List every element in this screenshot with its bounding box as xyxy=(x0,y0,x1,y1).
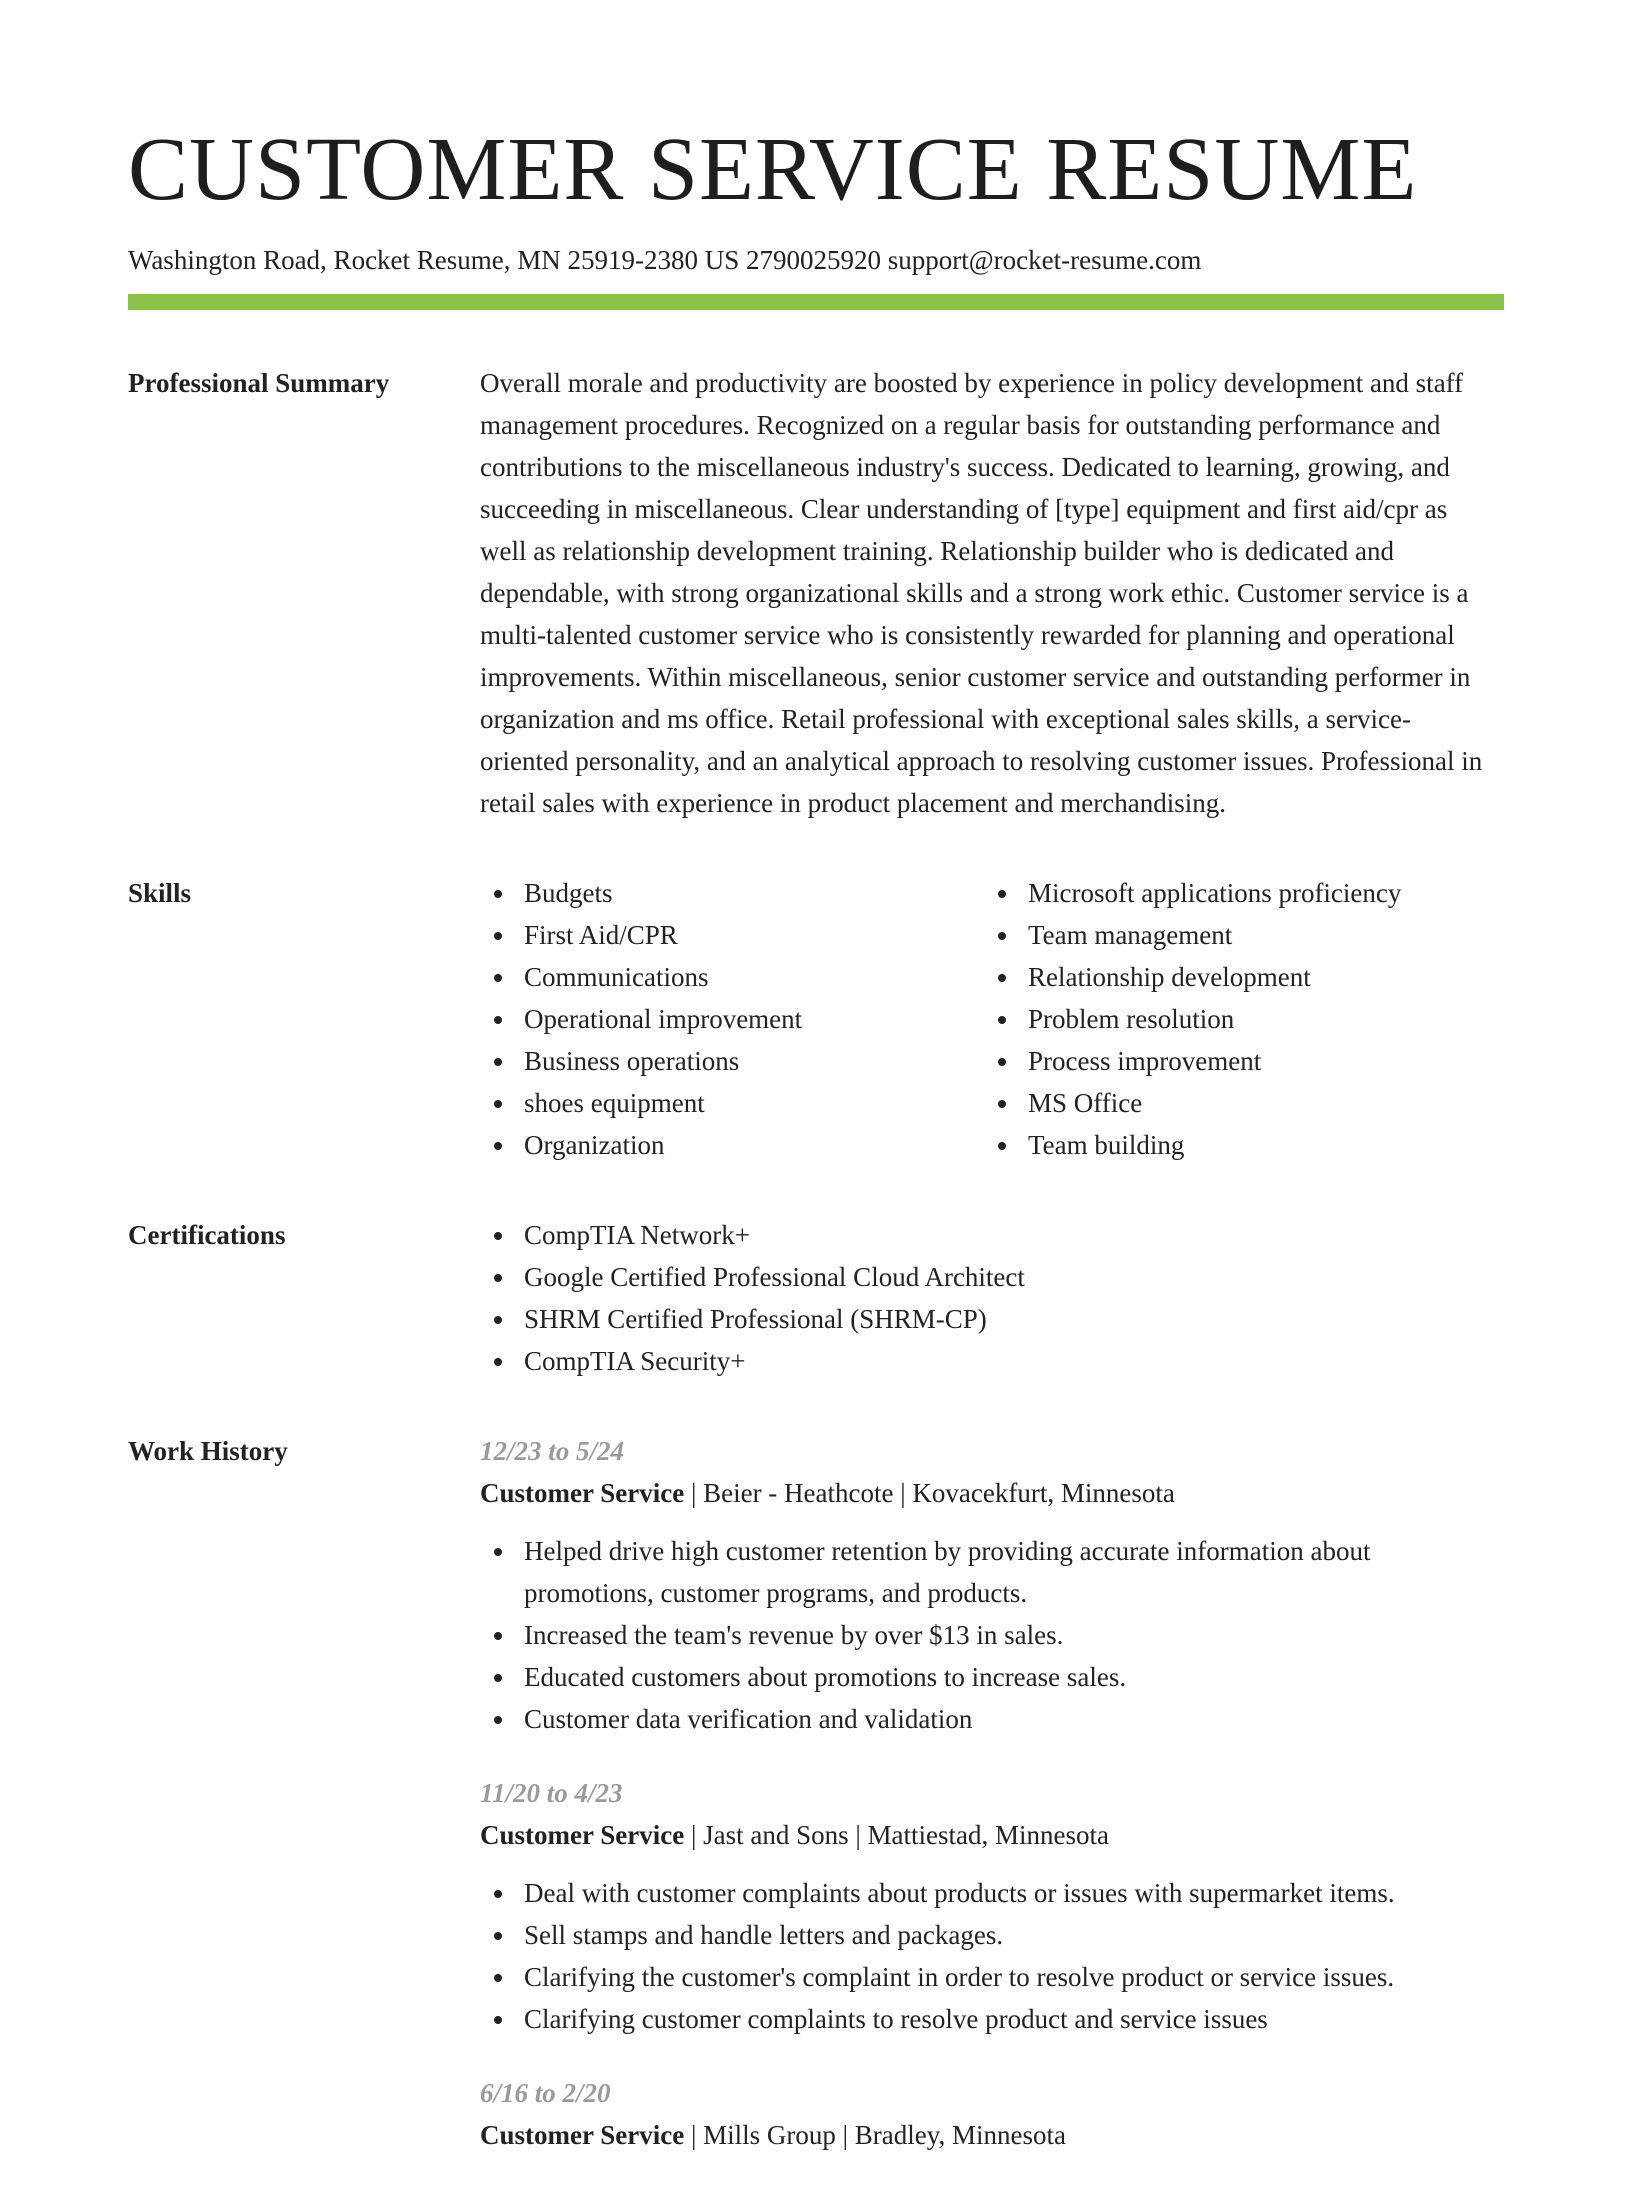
job-title: Customer Service xyxy=(480,1478,685,1508)
skills-list-right xyxy=(984,872,1488,1166)
list-item: Educated customers about promotions to increase sales. xyxy=(480,1656,1504,1698)
list-item: Helped drive high customer retention by providing accurate information about promotions, customer programs, and products. xyxy=(480,1530,1504,1614)
job-bullets xyxy=(480,1530,1504,1740)
skills-section xyxy=(128,872,1504,1166)
list-item: Operational improvement xyxy=(480,998,984,1040)
job-title: Customer Service xyxy=(480,1820,685,1850)
skills-list-left xyxy=(480,872,984,1166)
resume-title: CUSTOMER SERVICE RESUME xyxy=(128,120,1418,219)
contact-email: support@rocket-resume.com xyxy=(887,245,1202,275)
list-item: First Aid/CPR xyxy=(480,914,984,956)
contact-address: Washington Road, Rocket Resume, MN 25919-2380 US xyxy=(128,245,740,275)
job-entry xyxy=(480,1430,1504,1740)
job-title: Customer Service xyxy=(480,2120,685,2150)
list-item: SHRM Certified Professional (SHRM-CP) xyxy=(480,1298,1504,1340)
section-heading-work-history: Work History xyxy=(128,1436,288,1466)
job-details: | Mills Group | Bradley, Minnesota xyxy=(684,2120,1066,2150)
list-item: Business operations xyxy=(480,1040,984,1082)
contact-line xyxy=(128,244,1504,276)
list-item: Clarifying the customer's complaint in order to resolve product or service issues. xyxy=(480,1956,1504,1998)
list-item: Problem resolution xyxy=(984,998,1488,1040)
list-item: Organization xyxy=(480,1124,984,1166)
job-heading xyxy=(480,2114,1504,2156)
list-item: Team management xyxy=(984,914,1488,956)
list-item: CompTIA Network+ xyxy=(480,1214,1504,1256)
work-history-section xyxy=(128,1430,1504,2188)
list-item: Customer data verification and validation xyxy=(480,1698,1504,1740)
section-heading-summary: Professional Summary xyxy=(128,368,390,398)
list-item: Team building xyxy=(984,1124,1488,1166)
accent-divider xyxy=(128,294,1504,310)
list-item: Deal with customer complaints about products or issues with supermarket items. xyxy=(480,1872,1504,1914)
job-details: | Beier - Heathcote | Kovacekfurt, Minnesota xyxy=(684,1478,1175,1508)
job-entry xyxy=(480,1772,1504,2040)
job-dates: 12/23 to 5/24 xyxy=(480,1436,625,1466)
job-dates: 11/20 to 4/23 xyxy=(480,1778,623,1808)
list-item: Sell stamps and handle letters and packages. xyxy=(480,1914,1504,1956)
section-heading-certifications: Certifications xyxy=(128,1220,286,1250)
resume-page xyxy=(128,120,1504,2188)
section-heading-skills: Skills xyxy=(128,878,192,908)
job-heading xyxy=(480,1472,1504,1514)
contact-phone: 2790025920 xyxy=(746,245,882,275)
list-item: Communications xyxy=(480,956,984,998)
job-dates: 6/16 to 2/20 xyxy=(480,2078,611,2108)
list-item: CompTIA Security+ xyxy=(480,1340,1504,1382)
list-item: Google Certified Professional Cloud Architect xyxy=(480,1256,1504,1298)
list-item: Relationship development xyxy=(984,956,1488,998)
summary-section xyxy=(128,362,1504,824)
certifications-section xyxy=(128,1214,1504,1382)
certifications-list xyxy=(480,1214,1504,1382)
list-item: Clarifying customer complaints to resolve product and service issues xyxy=(480,1998,1504,2040)
list-item: Process improvement xyxy=(984,1040,1488,1082)
job-details: | Jast and Sons | Mattiestad, Minnesota xyxy=(684,1820,1109,1850)
list-item: shoes equipment xyxy=(480,1082,984,1124)
job-heading xyxy=(480,1814,1504,1856)
job-entry xyxy=(480,2072,1504,2156)
list-item: MS Office xyxy=(984,1082,1488,1124)
job-bullets xyxy=(480,1872,1504,2040)
summary-text: Overall morale and productivity are boosted by experience in policy development and staff management procedures. Recognized on a regular basis for outstanding performance and contributions to the miscellaneous industry's success. Dedicated to learning, growing, and succeeding in miscellaneous. Clear understanding of [type] equipment and first aid/cpr as well as relationship development training. Relationship builder who is dedicated and dependable, with strong organizational skills and a strong work ethic. Customer service is a multi-talented customer service who is consistently rewarded for planning and operational improvements. Within miscellaneous, senior customer service and outstanding performer in organization and ms office. Retail professional with exceptional sales skills, a service-oriented personality, and an analytical approach to resolving customer issues. Professional in retail sales with experience in product placement and merchandising. xyxy=(480,368,1483,818)
list-item: Microsoft applications proficiency xyxy=(984,872,1488,914)
list-item: Increased the team's revenue by over $13 in sales. xyxy=(480,1614,1504,1656)
list-item: Budgets xyxy=(480,872,984,914)
